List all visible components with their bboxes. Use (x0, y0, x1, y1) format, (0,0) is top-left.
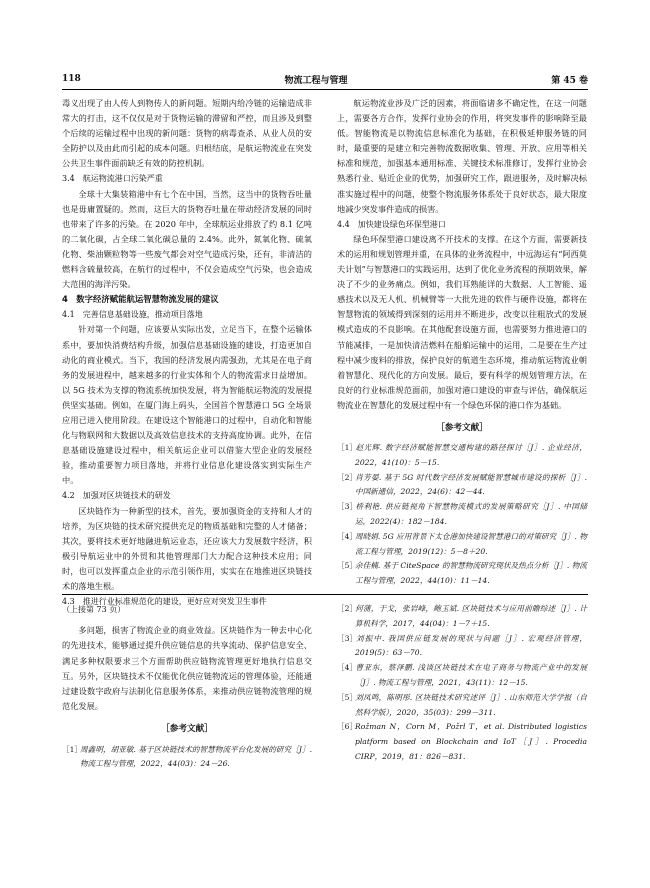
paragraph: 毒义出现了由人传人到物传人的新问题。短期内给冷链的运输造成非常大的打击，这不仅仅是对于货物运输的滞留和严控，而且涉及到整个后续的运输过程中出现的新问题：货物的病毒查杀、从业人员的安全防护以及由此而引起的成本问题。归根结底，是航运物流业在突发公共卫生事件面前缺乏有效的防控机制。 (62, 98, 312, 169)
paragraph: 针对第一个问题，应该要从实际出发，立足当下，在整个运输体系中，要加快消费结构升级，加强信息基础设施的建设，打造更加自动化的商业模式。当下，我国的经济发展内需强劲，尤其是在电子商务的发展进程中，越来越多的行业实体和个人的物流需求日益增加。以 5G 技术为支撑的物流系统加快发展，将为智能航运物流的发展提供坚实基础。例如，在厦门海上码头，全国首个智慧港口 5G 全场景应用已进入使用阶段。在建设这个智能港口的过程中，自动化和智能化与物联网和大数据以及高效信息技术的支持高度协调。此外，在信息基础设施建设过程中，相关航运企业可以借鉴大型企业的发展经验，推动重要智力项目落地，并将行业信息化建设落实到实际生产中。 (62, 324, 312, 486)
reference-item: ［5］刘凤鸣，陈明彤. 区块链技术研究述评［J］. 山东师范大学学报（自然科学版），2020，35(03)：299－311. (337, 692, 587, 717)
reference-item: ［4］周晓娟. 5G 应用背景下太仓港加快建设智慧港口的对策研究［J］. 物流工程与管理，2019(12)：5－8＋20. (337, 531, 587, 556)
continued-from-note: （上接第 73 页） (62, 605, 126, 614)
left-column (62, 96, 312, 609)
section-heading-4-1: 4.1 完善信息基础设施，推动项目落地 (62, 310, 203, 320)
reference-item: ［4］曹亚东，蔡泽鹏. 浅谈区块链技术在电子商务与物流产业中的发展［J］. 物流工程与管理，2021，43(11)：12－15. (337, 663, 587, 687)
section-heading-4-2: 4.2 加强对区块链技术的研发 (62, 491, 171, 501)
continued-left-column (62, 602, 312, 772)
reference-item: ［3］桥利艳. 供应链视角下智慧物流模式的发展策略研究［J］. 中国储运，2022(4)：182－184. (337, 502, 587, 527)
section-heading-3-4: 3.4 航运物流港口污染严重 (62, 174, 163, 184)
paragraph: 绿色环保型港口建设离不开技术的支撑。在这个方面，需要新技术的运用和规划管理并重，在具体的业务流程中，中远海运有“阿西莫夫计划”与智慧港口的实践运用，达到了优化业务流程的预期效果，解决了不少的业务痛点。例如，我们耳熟能详的大数据、人工智能、遥感技术以及无人机、机械臂等一大批先进的软件与硬件设施，都将在智慧物流的领域得到深刻的运用并不断进步，改变以往粗放式的发展模式造成的不良影响。在其他配套设施方面，也需要努力推进港口的节能减排，一是加快清洁燃料在船舶运输中的运用，二是要在生产过程中减少废料的排放，保护良好的航道生态环境，推动航运物流业朝着智慧化、现代化的方向发展。最后，要有科学的规划管理方法，在良好的行业标准规范面前，加强对港口建设的审查与评估，确保航运物流业在智慧化的发展过程中有一个绿色环保的港口作为基础。 (337, 233, 587, 410)
running-header (62, 72, 588, 86)
journal-name: 物流工程与管理 (284, 75, 348, 86)
reference-item: ［2］何蒲，于戈，张岩峰，鲍玉斌. 区块链技术与应用前瞻综述［J］. 计算机科学，2017，44(04)：1－7＋15. (337, 604, 587, 628)
paragraph: 区块链作为一种新型的技术，首先，要加强资金的支持和人才的培养，为区块链的技术研究提供充足的物质基础和完整的人才储备；其次，要将技术更好地融进航运业态，还应该大力发展数字经济，积极引导航运业中的外贸和其他管理部门大力配合这种技术应用；同时，也可以发挥重点企业的示范引领作用，实实在在地推进区块链技术的落地生根。 (62, 505, 312, 591)
reference-item: ［5］余佳楠. 基于 CiteSpace 的智慧物流研究现状及热点分析［J］. 物流工程与管理，2022，44(10)：11－14. (337, 561, 587, 586)
right-column (337, 96, 587, 589)
header-rule (62, 89, 588, 90)
reference-item: ［1］赵光辉. 数字经济赋能智慧交通构建的路径探讨［J］. 企业经济，2022，41(10)：5－15. (337, 443, 587, 467)
reference-item: ［6］Rožman N，Corn M，Požrl T，et al. Distributed logistics platform based on Blockchain and IoT［J］. Procedia CIRP，2019，81：826－831. (337, 722, 587, 761)
reference-list (337, 441, 587, 589)
reference-item: ［1］周鑫明，胡亚敏. 基于区块链技术的智慧物流平台化发展的研究［J］. 物流工程与管理，2022，44(03)：24－26. (62, 744, 312, 769)
paragraph: 全球十大集装箱港中有七个在中国，当然，这当中的货物吞吐量也是毋庸置疑的。然而，这巨大的货物吞吐量在带动经济发展的同时也带来了许多的污染。在 2020 年中，全球航运业排放了约 8.1 亿吨的二氧化碳，占全球二氧化碳总量的 2.4%。此外，氮氧化物、硫氧化物、柴油颗粒物等一些废气都会对空气造成污染，还有，非清洁的燃料含硫量较高，在航行的过程中，不仅会造成空气污染，也会造成大范围的海洋污染。 (62, 188, 312, 290)
section-heading-4-3: 4.3 推进行业标准规范化的建设，更好应对突发卫生事件 (62, 597, 267, 607)
reference-item: ［3］刘振中. 我国供应链发展的现状与问题［J］. 宏观经济管理，2019(5)：63－70. (337, 633, 587, 658)
reference-item: ［2］肖芳晏. 基于 5G 时代数字经济发展赋能智慧城市建设的探析［J］. 中国新通信，2022，24(6)：42－44. (337, 472, 587, 497)
references-title: ［参考文献］ (161, 724, 213, 735)
section-heading-4: 4 数字经济赋能航运智慧物流发展的建议 (62, 294, 219, 305)
volume-label: 第 45 卷 (551, 75, 588, 86)
article-separator-rule (62, 594, 588, 595)
paragraph: 多问题，损害了物流企业的商业效益。区块链作为一种去中心化的先进技术，能够通过提升供应链信息的共享流动、保护信息安全、满足多种权限要求三个方面帮助供应链物流管理更好地执行信息交互。另外，区块链技术不仅能优化供应链物流运的管理体验，还能通过建设数字政府与法制化信息服务体系，来推动供应链物流管理的规范化发展。 (62, 625, 312, 712)
references-title: ［参考文献］ (436, 422, 488, 433)
page-number: 118 (62, 74, 81, 84)
paragraph: 航运物流业涉及广泛的因素，将面临诸多不确定性，在这一问题上，需要各方合作，发挥行业协会的作用，将突发事件的影响降至最低。智能物流是以物流信息标准化为基础，在积极延伸服务链的同时，最重要的是建立和完善物流数据收集、管理、开放、应用等相关标准和规范，加强基本通用标准、关键技术标准修订，发挥行业协会熟悉行业、贴近企业的优势，加强研究工作，跟进服务，及时解决标准实施过程中的问题，使整个物流服务体系处于良好状态，最大限度地减少突发事件造成的损害。 (337, 98, 587, 214)
section-heading-4-4: 4.4 加快建设绿色环保型港口 (337, 219, 446, 229)
continued-right-column (337, 602, 587, 765)
